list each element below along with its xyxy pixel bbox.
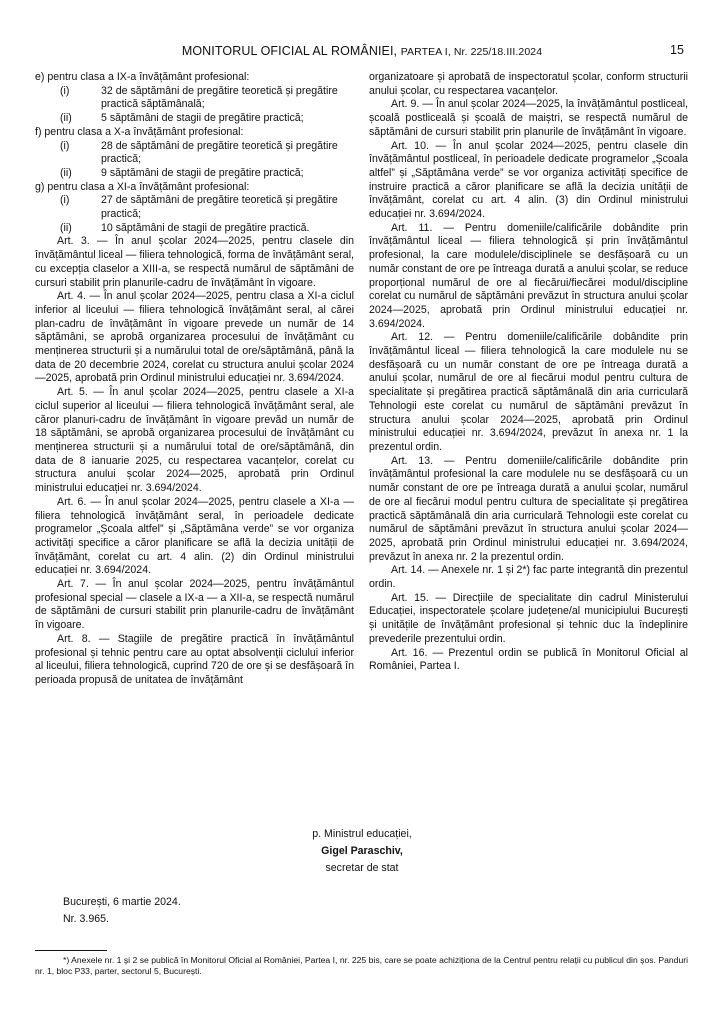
sub-item-text: 10 săptămâni de stagii de pregătire practică. bbox=[101, 221, 310, 234]
article-3: Art. 3. — În anul școlar 2024—2025, pentru clasele din învățământul liceal — filiera tehnologică, forma de învățământ seral, cu excepția claselor a XIII-a, se respectă numărul de săptămâni de cursuri stabilit prin planurile-cadru de învățământ în vigoare. bbox=[35, 235, 354, 289]
sub-item-text: 27 de săptămâni de pregătire teoretică și pregătire practică; bbox=[101, 194, 338, 221]
article-7: Art. 7. — În anul școlar 2024—2025, pentru învățământul profesional special — clasele a IX-a — a XII-a, se respectă numărul de săptămâni de cursuri stabilit prin planurile-cadru de învățământ în vigoare. bbox=[35, 578, 354, 632]
footnote bbox=[35, 955, 688, 977]
article-5: Art. 5. — În anul școlar 2024—2025, pentru clasele a XI-a ciclul superior al liceului — filiera tehnologică învățământ seral, ale căror planuri-cadru de învățământ în vigoare prevăd un număr de 18 săptămâni, se aprobă organizarea procesului de învățământ cu menținerea structurii și a numărului total de ore/săptămână, din data de 8 ianuarie 2025, cu respectarea vacanțelor, corelat cu structura anului școlar 2024—2025, aprobată prin Ordinul ministrului educației nr. 3.694/2024. bbox=[35, 386, 354, 495]
sub-item-marker: (i) bbox=[60, 139, 70, 152]
sub-item-marker: (ii) bbox=[60, 221, 72, 234]
sub-item-marker: (ii) bbox=[60, 166, 72, 179]
article-10: Art. 10. — În anul școlar 2024—2025, pentru clasele din învățământul postliceal, în perioadele dedicate programelor „Școala altfel” și „Săptămâna verde” se vor organiza activități specifice de instruire practică a căror planificare se află la decizia unității de învățământ, corelat cu art. 4 alin. (3) din Ordinul ministrului educației nr. 3.694/2024. bbox=[369, 139, 688, 221]
list-item-g: g) pentru clasa a XI-a învățământ profesional: bbox=[35, 180, 250, 193]
sub-item-f-i bbox=[35, 140, 354, 167]
sub-item-text: 28 de săptămâni de pregătire teoretică și pregătire practică; bbox=[101, 139, 338, 166]
page-header bbox=[0, 44, 724, 64]
article-16: Art. 16. — Prezentul ordin se publică în Monitorul Oficial al României, Partea I. bbox=[369, 646, 688, 673]
sub-item-text: 5 săptămâni de stagii de pregătire practică; bbox=[101, 112, 304, 125]
publication-name: MONITORUL OFICIAL AL ROMÂNIEI, bbox=[181, 44, 398, 58]
list-item-e: e) pentru clasa a IX-a învățământ profesional: bbox=[35, 71, 250, 83]
article-8-continued: organizatoare și aprobată de inspectoratul școlar, conform structurii anului școlar, cu respectarea vacanțelor. bbox=[369, 71, 688, 97]
sub-item-e-ii bbox=[35, 112, 354, 126]
sub-item-marker: (ii) bbox=[60, 112, 72, 125]
sub-item-marker: (i) bbox=[60, 194, 70, 207]
sub-item-f-ii bbox=[35, 167, 354, 181]
article-8: Art. 8. — Stagiile de pregătire practică în învățământul profesional și tehnic pentru care au optat absolvenții ciclului inferior al liceului, filiera tehnologică, cuprind 720 de ore și se desfășoară în perioada propusă de unitatea de învățământ bbox=[35, 632, 354, 686]
sub-item-g-ii bbox=[35, 222, 354, 236]
signatory-role: secretar de stat bbox=[325, 862, 399, 874]
issue-number: Nr. 3.965. bbox=[63, 913, 109, 925]
signature-title: p. Ministrul educației, bbox=[312, 828, 412, 840]
article-6: Art. 6. — În anul școlar 2024—2025, pentru clasele a XI-a — filiera tehnologică învățământ seral, în perioadele dedicate programelor „Școala altfel” și „Săptămâna verde” se vor organiza activități specifice a căror planificare se află la decizia unității de învățământ, corelat cu art. 4 alin. (2) din Ordinul ministrului educației nr. 3.694/2024. bbox=[35, 495, 354, 577]
publication-issue: PARTEA I, Nr. 225/18.III.2024 bbox=[400, 46, 543, 58]
left-column bbox=[35, 71, 354, 688]
footnote-text: *) Anexele nr. 1 și 2 se publică în Monitorul Oficial al României, Partea I, nr. 225 bis, care se poate achiziționa de la Centrul pentru relații cu publicul din șos. Panduri nr. 1, bloc P33, parter, sectorul 5, București. bbox=[35, 955, 688, 976]
page-number: 15 bbox=[670, 43, 684, 57]
sub-item-text: 9 săptămâni de stagii de pregătire practică; bbox=[101, 166, 304, 179]
sub-item-e-i bbox=[35, 85, 354, 112]
sub-item-g-i bbox=[35, 194, 354, 221]
footnote-divider bbox=[35, 950, 107, 951]
article-9: Art. 9. — În anul școlar 2024—2025, la învățământul postliceal, școală postliceală și școală de maiștri, se respectă numărul de săptămâni de cursuri stabilit prin planurile de învățământ în vigoare. bbox=[369, 98, 688, 138]
list-item-f: f) pentru clasa a X-a învățământ profesional: bbox=[35, 125, 244, 138]
article-14: Art. 14. — Anexele nr. 1 și 2*) fac parte integrantă din prezentul ordin. bbox=[369, 564, 688, 591]
sub-item-marker: (i) bbox=[60, 84, 70, 97]
right-column bbox=[369, 71, 688, 674]
publication-title bbox=[0, 44, 724, 58]
article-15: Art. 15. — Direcțiile de specialitate din cadrul Ministerului Educației, inspectoratele școlare județene/al municipiului București și unitățile de învățământ profesional și tehnic duc la îndeplinire prevederile prezentului ordin. bbox=[369, 591, 688, 645]
sub-item-text: 32 de săptămâni de pregătire teoretică și pregătire practică săptămânală; bbox=[101, 84, 338, 111]
article-13: Art. 13. — Pentru domeniile/calificările dobândite prin învățământul profesional la care modulele nu se desfășoară cu un număr constant de ore pe întreaga durată a anului școlar, numărul de ore al fiecărui modul pentru cultura de specialitate și pregătirea practică săptămânală din aria curriculară Tehnologii este corelat cu numărul de săptămâni prevăzut în structura anului școlar 2024—2025, aprobată prin Ordinul ministrului educației nr. 3.694/2024, prevăzut în anexa nr. 2 la prezentul ordin. bbox=[369, 454, 688, 563]
article-4: Art. 4. — În anul școlar 2024—2025, pentru clasa a XI-a ciclul inferior al liceului — filiera tehnologică învățământ seral, al cărei plan-cadru de învățământ în vigoare prevede un număr de 14 săptămâni, se aprobă organizarea procesului de învățământ cu menținerea structurii și a numărului total de ore/săptămână, până la data de 20 decembrie 2024, corelat cu structura anului școlar 2024—2025, aprobată prin Ordinul ministrului educației nr. 3.694/2024. bbox=[35, 290, 354, 385]
article-12: Art. 12. — Pentru domeniile/calificările dobândite prin învățământul liceal — filiera tehnologică la care modulele nu se desfășoară cu un număr constant de ore pe întreaga durată a anului școlar, numărul de ore al fiecărui modul pentru cultura de specialitate și pregătirea practică săptămânală din aria curriculară Tehnologii este corelat cu numărul de săptămâni prevăzut în structura anului școlar 2024—2025, aprobată prin Ordinul ministrului educației nr. 3.694/2024, prevăzut în anexa nr. 1 la prezentul ordin. bbox=[369, 331, 688, 453]
issue-place-date: București, 6 martie 2024. bbox=[63, 896, 181, 908]
signatory-name: Gigel Paraschiv, bbox=[321, 845, 403, 857]
article-11: Art. 11. — Pentru domeniile/calificările dobândite prin învățământul liceal — filiera tehnologică și prin învățământul profesional, la care modulele/disciplinele se desfășoară cu un număr constant de ore pe întreaga durată a anului școlar, se reduce proporțional numărul de ore al fiecărui/fiecărei modul/discipline corelat cu numărul de săptămâni prevăzut în structura anului școlar 2024—2025, aprobată prin Ordinul ministrului educației nr. 3.694/2024. bbox=[369, 221, 688, 330]
